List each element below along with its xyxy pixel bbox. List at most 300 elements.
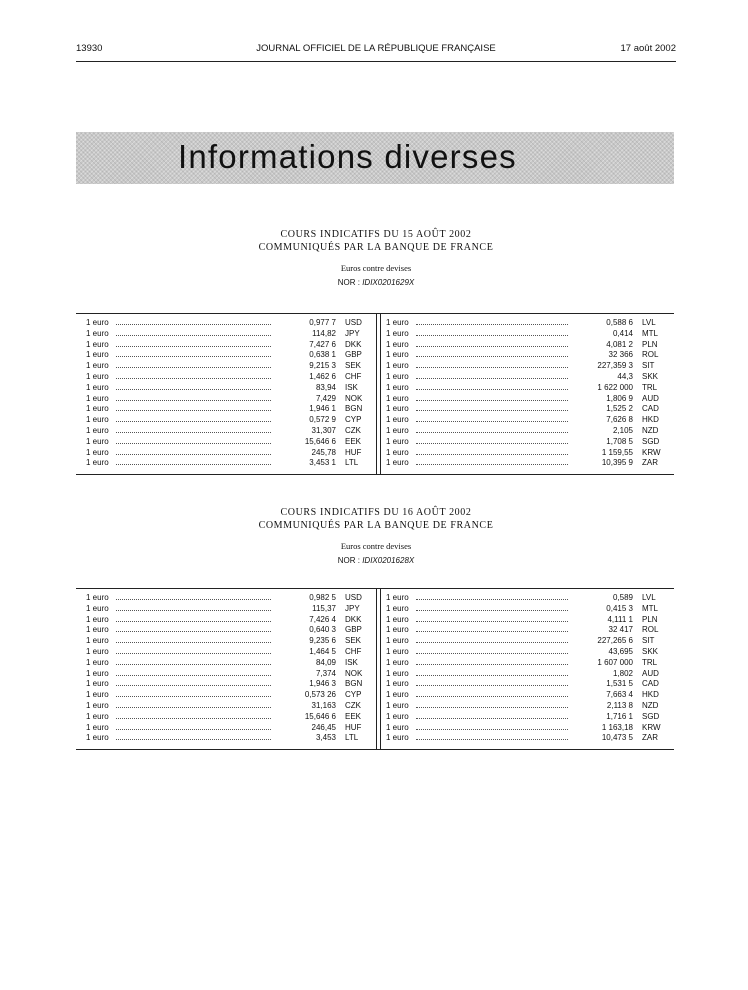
currency-code: NOK — [345, 393, 363, 403]
page-header — [76, 43, 676, 59]
rate-unit: 1 euro — [86, 700, 109, 710]
rate-unit: 1 euro — [86, 711, 109, 721]
rate-unit: 1 euro — [386, 722, 409, 732]
currency-code: BGN — [345, 679, 363, 689]
rates-heading-2 — [76, 506, 676, 566]
currency-code: EEK — [345, 436, 362, 446]
rate-row — [386, 723, 668, 734]
rate-row — [386, 669, 668, 680]
dot-leader — [416, 453, 568, 455]
rate-row — [86, 647, 371, 658]
dot-leader — [416, 620, 568, 622]
rate-unit: 1 euro — [86, 404, 109, 414]
currency-code: SGD — [642, 711, 660, 721]
currency-code: DKK — [345, 339, 362, 349]
rate-value: 84,09 — [315, 657, 336, 667]
rate-row — [86, 383, 371, 394]
rate-unit: 1 euro — [86, 436, 109, 446]
rate-row — [386, 636, 668, 647]
rate-row — [86, 669, 371, 680]
currency-code: SEK — [345, 361, 362, 371]
rate-unit: 1 euro — [86, 593, 109, 602]
currency-code: SKK — [642, 646, 659, 656]
dot-leader — [416, 641, 568, 643]
currency-code: JPY — [345, 603, 360, 613]
rates-column-left — [86, 318, 371, 469]
currency-code: EEK — [345, 711, 362, 721]
dot-leader — [116, 442, 271, 444]
rate-row — [86, 437, 371, 448]
dot-leader — [116, 598, 271, 600]
currency-code: GBP — [345, 350, 362, 360]
rate-value: 246,45 — [311, 722, 336, 732]
rate-unit: 1 euro — [386, 711, 409, 721]
rate-unit: 1 euro — [386, 415, 409, 425]
dot-leader — [416, 377, 568, 379]
rate-value: 0,977 7 — [309, 318, 336, 327]
dot-leader — [116, 345, 271, 347]
rates-column-left — [86, 593, 371, 744]
rate-unit: 1 euro — [386, 636, 409, 646]
currency-code: LVL — [642, 318, 656, 327]
dot-leader — [116, 695, 271, 697]
currency-code: LTL — [345, 458, 359, 468]
rate-row — [86, 733, 371, 744]
rate-row — [86, 426, 371, 437]
dot-leader — [116, 717, 271, 719]
rates-heading-1 — [76, 228, 676, 288]
rates-table-2 — [76, 588, 674, 750]
rate-row — [86, 404, 371, 415]
rate-row — [86, 723, 371, 734]
currency-code: SGD — [642, 436, 660, 446]
rate-row — [386, 458, 668, 469]
dot-leader — [116, 355, 271, 357]
rate-row — [386, 690, 668, 701]
rate-row — [386, 593, 668, 604]
rate-value: 7,663 4 — [606, 690, 633, 700]
rate-value: 245,78 — [311, 447, 336, 457]
dot-leader — [116, 738, 271, 740]
dot-leader — [116, 463, 271, 465]
nor-reference — [76, 277, 676, 288]
currency-code: TRL — [642, 382, 658, 392]
rate-row — [386, 712, 668, 723]
page-number: 13930 — [76, 43, 103, 54]
currency-code: JPY — [345, 328, 360, 338]
currency-code: CHF — [345, 646, 362, 656]
rate-value: 0,982 5 — [309, 593, 336, 602]
rate-unit: 1 euro — [86, 371, 109, 381]
dot-leader — [116, 674, 271, 676]
rate-row — [386, 350, 668, 361]
rates-subtitle: Euros contre devises — [340, 541, 412, 551]
rate-row — [86, 604, 371, 615]
currency-code: PLN — [642, 614, 658, 624]
currency-code: CYP — [345, 415, 362, 425]
journal-title: JOURNAL OFFICIEL DE LA RÉPUBLIQUE FRANÇAISE — [256, 43, 496, 54]
dot-leader — [116, 399, 271, 401]
currency-code: SIT — [642, 361, 655, 371]
dot-leader — [116, 323, 271, 325]
rate-row — [86, 350, 371, 361]
dot-leader — [116, 652, 271, 654]
column-divider — [376, 589, 381, 749]
currency-code: KRW — [642, 447, 661, 457]
currency-code: CZK — [345, 700, 361, 710]
rate-value: 9,235 6 — [309, 636, 336, 646]
nor-reference — [76, 555, 676, 566]
rate-value: 1,462 6 — [309, 371, 336, 381]
rates-column-right — [386, 593, 668, 744]
rate-row — [86, 625, 371, 636]
rate-unit: 1 euro — [386, 339, 409, 349]
rate-value: 1,531 5 — [606, 679, 633, 689]
dot-leader — [416, 706, 568, 708]
rate-unit: 1 euro — [386, 436, 409, 446]
rate-value: 227,359 3 — [597, 361, 633, 371]
rate-unit: 1 euro — [386, 361, 409, 371]
currency-code: LTL — [345, 733, 359, 743]
rate-row — [386, 415, 668, 426]
currency-code: CAD — [642, 404, 659, 414]
nor-code: IDIX0201628X — [362, 556, 415, 565]
dot-leader — [416, 345, 568, 347]
currency-code: LVL — [642, 593, 656, 602]
dot-leader — [416, 323, 568, 325]
rate-value: 115,37 — [312, 603, 336, 613]
dot-leader — [116, 663, 271, 665]
currency-code: PLN — [642, 339, 658, 349]
rate-row — [86, 701, 371, 712]
dot-leader — [116, 620, 271, 622]
currency-code: USD — [345, 593, 362, 602]
currency-code: CYP — [345, 690, 362, 700]
dot-leader — [416, 738, 568, 740]
rate-value: 10,473 5 — [601, 733, 633, 743]
rate-unit: 1 euro — [386, 393, 409, 403]
rate-value: 114,82 — [312, 328, 336, 338]
rates-column-right — [386, 318, 668, 469]
rate-unit: 1 euro — [386, 625, 409, 635]
rate-value: 10,395 9 — [601, 458, 633, 468]
rate-row — [386, 615, 668, 626]
rate-unit: 1 euro — [386, 646, 409, 656]
currency-code: AUD — [642, 668, 659, 678]
currency-code: CAD — [642, 679, 659, 689]
dot-leader — [416, 409, 568, 411]
rate-value: 31,307 — [311, 425, 336, 435]
rate-unit: 1 euro — [386, 371, 409, 381]
rate-value: 1,946 1 — [309, 404, 336, 414]
rate-value: 4,111 1 — [607, 614, 633, 624]
rate-row — [386, 647, 668, 658]
rate-value: 0,415 3 — [606, 603, 633, 613]
rate-value: 1,802 — [612, 668, 633, 678]
rate-value: 32 417 — [608, 625, 633, 635]
rate-unit: 1 euro — [386, 425, 409, 435]
dot-leader — [416, 652, 568, 654]
rate-unit: 1 euro — [386, 404, 409, 414]
rate-unit: 1 euro — [86, 668, 109, 678]
rate-unit: 1 euro — [386, 328, 409, 338]
dot-leader — [416, 442, 568, 444]
currency-code: KRW — [642, 722, 661, 732]
rate-row — [86, 394, 371, 405]
rate-row — [386, 318, 668, 329]
rate-value: 9,215 3 — [309, 361, 336, 371]
rate-row — [386, 679, 668, 690]
rate-unit: 1 euro — [386, 350, 409, 360]
rate-row — [86, 372, 371, 383]
rate-value: 0,638 1 — [309, 350, 336, 360]
rate-unit: 1 euro — [386, 679, 409, 689]
rate-value: 15,646 6 — [304, 711, 336, 721]
rate-row — [386, 604, 668, 615]
rate-row — [86, 361, 371, 372]
rate-unit: 1 euro — [86, 318, 109, 327]
dot-leader — [416, 334, 568, 336]
rate-unit: 1 euro — [86, 614, 109, 624]
rate-unit: 1 euro — [86, 350, 109, 360]
dot-leader — [416, 674, 568, 676]
rate-unit: 1 euro — [386, 614, 409, 624]
currency-code: NZD — [642, 700, 659, 710]
dot-leader — [116, 453, 271, 455]
rate-unit: 1 euro — [386, 593, 409, 602]
column-divider — [376, 314, 381, 474]
currency-code: CHF — [345, 371, 362, 381]
rate-unit: 1 euro — [86, 339, 109, 349]
rate-row — [86, 615, 371, 626]
rate-unit: 1 euro — [86, 636, 109, 646]
currency-code: ZAR — [642, 458, 658, 468]
rate-unit: 1 euro — [386, 733, 409, 743]
rate-value: 3,453 — [315, 733, 336, 743]
rate-unit: 1 euro — [86, 722, 109, 732]
rate-row — [86, 318, 371, 329]
currency-code: USD — [345, 318, 362, 327]
rate-unit: 1 euro — [386, 447, 409, 457]
currency-code: ROL — [642, 350, 659, 360]
rate-row — [386, 383, 668, 394]
rate-row — [86, 340, 371, 351]
nor-code: IDIX0201629X — [362, 278, 415, 287]
rates-heading-line1: COURS INDICATIFS DU 16 AOÛT 2002 — [280, 507, 472, 518]
rate-row — [86, 415, 371, 426]
rates-table-1 — [76, 313, 674, 475]
dot-leader — [116, 728, 271, 730]
rate-row — [386, 437, 668, 448]
header-rule — [76, 61, 676, 62]
rate-unit: 1 euro — [86, 393, 109, 403]
rate-value: 15,646 6 — [304, 436, 336, 446]
rate-row — [86, 593, 371, 604]
rate-value: 1,708 5 — [606, 436, 633, 446]
rate-unit: 1 euro — [86, 625, 109, 635]
dot-leader — [416, 366, 568, 368]
rate-row — [386, 404, 668, 415]
dot-leader — [416, 598, 568, 600]
dot-leader — [416, 717, 568, 719]
rate-row — [86, 329, 371, 340]
rate-row — [86, 658, 371, 669]
dot-leader — [116, 334, 271, 336]
dot-leader — [116, 420, 271, 422]
rate-value: 1 163,18 — [601, 722, 633, 732]
rate-value: 1 607 000 — [597, 657, 633, 667]
currency-code: ISK — [345, 657, 358, 667]
rate-value: 0,589 — [612, 593, 633, 602]
rate-value: 2,113 8 — [606, 700, 633, 710]
rates-subtitle: Euros contre devises — [340, 263, 412, 273]
rate-value: 7,429 — [315, 393, 336, 403]
rate-row — [386, 394, 668, 405]
currency-code: AUD — [642, 393, 659, 403]
nor-label: NOR : — [337, 278, 360, 287]
rates-heading-line1: COURS INDICATIFS DU 15 AOÛT 2002 — [280, 229, 472, 240]
dot-leader — [416, 695, 568, 697]
dot-leader — [416, 684, 568, 686]
currency-code: HUF — [345, 722, 362, 732]
rate-value: 4,081 2 — [606, 339, 633, 349]
rate-row — [386, 340, 668, 351]
rate-unit: 1 euro — [386, 700, 409, 710]
dot-leader — [416, 355, 568, 357]
rate-unit: 1 euro — [386, 668, 409, 678]
rate-unit: 1 euro — [86, 733, 109, 743]
issue-date: 17 août 2002 — [620, 43, 676, 54]
rate-unit: 1 euro — [86, 328, 109, 338]
dot-leader — [416, 609, 568, 611]
banner-title: Informations diverses — [178, 138, 517, 175]
rate-row — [86, 458, 371, 469]
dot-leader — [416, 663, 568, 665]
rate-value: 7,374 — [315, 668, 336, 678]
dot-leader — [116, 366, 271, 368]
rate-value: 0,640 3 — [309, 625, 336, 635]
dot-leader — [116, 388, 271, 390]
currency-code: HKD — [642, 415, 659, 425]
currency-code: ZAR — [642, 733, 658, 743]
rate-value: 43,695 — [608, 646, 633, 656]
rate-row — [86, 636, 371, 647]
rate-unit: 1 euro — [86, 382, 109, 392]
nor-label: NOR : — [337, 556, 360, 565]
dot-leader — [416, 728, 568, 730]
currency-code: ROL — [642, 625, 659, 635]
rate-value: 31,163 — [311, 700, 336, 710]
rates-heading-line2: COMMUNIQUÉS PAR LA BANQUE DE FRANCE — [258, 520, 494, 531]
rate-unit: 1 euro — [386, 603, 409, 613]
section-banner — [76, 132, 674, 184]
rate-unit: 1 euro — [386, 382, 409, 392]
dot-leader — [116, 377, 271, 379]
rate-value: 3,453 1 — [309, 458, 336, 468]
currency-code: TRL — [642, 657, 658, 667]
rate-value: 32 366 — [608, 350, 633, 360]
dot-leader — [416, 420, 568, 422]
rate-row — [386, 372, 668, 383]
dot-leader — [416, 388, 568, 390]
rate-value: 1 159,55 — [601, 447, 633, 457]
rate-row — [386, 701, 668, 712]
rate-value: 2,105 — [612, 425, 633, 435]
currency-code: HUF — [345, 447, 362, 457]
rate-unit: 1 euro — [86, 415, 109, 425]
rate-value: 7,426 4 — [309, 614, 336, 624]
rate-row — [386, 733, 668, 744]
rate-unit: 1 euro — [86, 646, 109, 656]
currency-code: SKK — [642, 371, 659, 381]
dot-leader — [116, 630, 271, 632]
currency-code: MTL — [642, 603, 658, 613]
rate-unit: 1 euro — [86, 447, 109, 457]
rate-value: 1,806 9 — [606, 393, 633, 403]
rate-unit: 1 euro — [86, 690, 109, 700]
rate-row — [86, 712, 371, 723]
currency-code: CZK — [345, 425, 361, 435]
dot-leader — [416, 431, 568, 433]
rate-unit: 1 euro — [386, 690, 409, 700]
rate-unit: 1 euro — [86, 603, 109, 613]
dot-leader — [116, 431, 271, 433]
currency-code: SIT — [642, 636, 655, 646]
rate-row — [386, 426, 668, 437]
currency-code: SEK — [345, 636, 362, 646]
dot-leader — [416, 399, 568, 401]
rate-value: 227,265 6 — [597, 636, 633, 646]
rate-value: 1,716 1 — [606, 711, 633, 721]
rate-row — [386, 329, 668, 340]
rate-row — [386, 658, 668, 669]
rate-unit: 1 euro — [86, 361, 109, 371]
rate-row — [386, 625, 668, 636]
rate-unit: 1 euro — [86, 458, 109, 468]
rate-unit: 1 euro — [386, 458, 409, 468]
currency-code: GBP — [345, 625, 362, 635]
rate-value: 0,573 26 — [304, 690, 336, 700]
rate-value: 7,626 8 — [606, 415, 633, 425]
currency-code: NOK — [345, 668, 363, 678]
rate-unit: 1 euro — [386, 318, 409, 327]
dot-leader — [116, 609, 271, 611]
rate-value: 0,572 9 — [309, 415, 336, 425]
dot-leader — [116, 409, 271, 411]
rate-row — [86, 448, 371, 459]
dot-leader — [416, 463, 568, 465]
rate-row — [386, 448, 668, 459]
currency-code: NZD — [642, 425, 659, 435]
rate-value: 83,94 — [315, 382, 336, 392]
rate-unit: 1 euro — [386, 657, 409, 667]
rates-heading-line2: COMMUNIQUÉS PAR LA BANQUE DE FRANCE — [258, 242, 494, 253]
rate-unit: 1 euro — [86, 425, 109, 435]
rate-value: 7,427 6 — [309, 339, 336, 349]
dot-leader — [116, 706, 271, 708]
currency-code: DKK — [345, 614, 362, 624]
rate-row — [386, 361, 668, 372]
rate-unit: 1 euro — [86, 657, 109, 667]
rate-value: 44,3 — [617, 371, 633, 381]
currency-code: HKD — [642, 690, 659, 700]
currency-code: BGN — [345, 404, 363, 414]
dot-leader — [116, 641, 271, 643]
rate-value: 0,414 — [612, 328, 633, 338]
rate-row — [86, 690, 371, 701]
rate-value: 1,464 5 — [309, 646, 336, 656]
rate-unit: 1 euro — [86, 679, 109, 689]
